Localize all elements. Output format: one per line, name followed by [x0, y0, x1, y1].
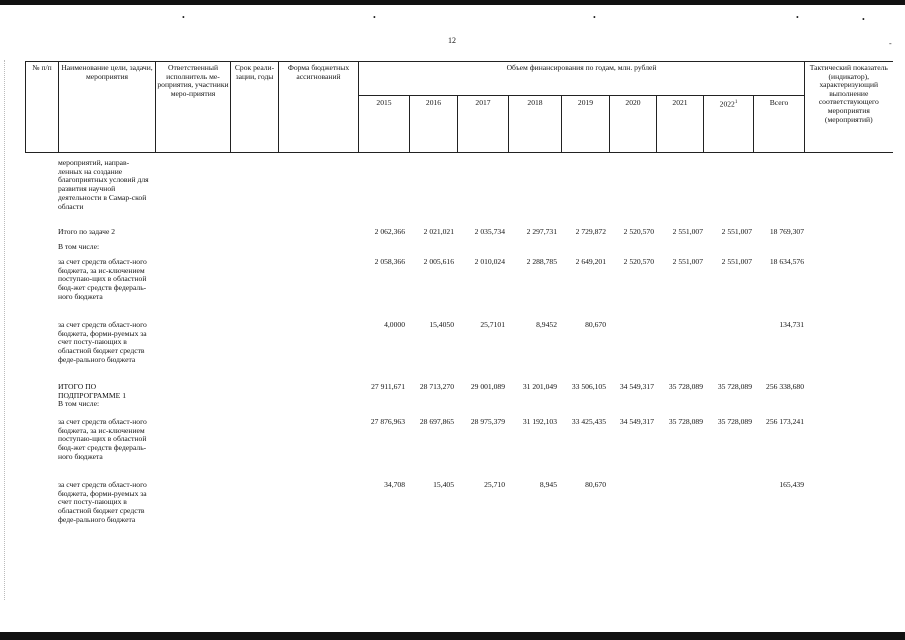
row-value: 28 713,270 [419, 382, 454, 391]
header-executor: Ответственный исполнитель ме-роприятия, участники меро-приятия [156, 62, 231, 153]
row-value: 2 551,007 [721, 227, 752, 236]
row-value: 28 975,379 [470, 417, 505, 426]
header-funding: Объем финансирования по годам, млн. рублей [359, 62, 805, 96]
row-value: 35 728,089 [717, 382, 752, 391]
row-value: 25,710 [484, 480, 505, 489]
row-label: мероприятий, направ-ленных на создание благоприятных условий для развития научной деятельности в Самар-ской области [58, 158, 149, 211]
stray-mark: • [796, 13, 799, 22]
row-value: 25,7101 [480, 320, 505, 329]
row-value: 2 729,872 [575, 227, 606, 236]
row-value: 34 549,317 [619, 417, 654, 426]
page-number: 12 [448, 36, 456, 45]
row-label: В том числе: [58, 242, 100, 251]
row-value: 31 201,049 [522, 382, 557, 391]
row-value: 34 549,317 [619, 382, 654, 391]
row-value: 2 551,007 [721, 257, 752, 266]
row-value: 2 551,007 [672, 227, 703, 236]
row-value: 15,405 [433, 480, 454, 489]
stray-mark: • [373, 13, 376, 22]
row-value: 4,0000 [384, 320, 405, 329]
row-total: 165,439 [779, 480, 804, 489]
row-value: 34,708 [384, 480, 405, 489]
row-total: 256 338,680 [766, 382, 804, 391]
row-label: за счет средств област-ного бюджета, форми-руемых за счет посту-пающих в областной бюджет средств феде-рального бюджета [58, 480, 147, 524]
row-value: 2 010,024 [474, 257, 505, 266]
header-year: 2018 [509, 96, 562, 153]
row-value: 15,4050 [429, 320, 454, 329]
header-name: Наименование цели, задачи, мероприятия [59, 62, 156, 153]
header-indicator: Тактический показатель (индикатор), характеризующий выполнение соответствующего мероприятия (мероприятий) [805, 62, 893, 153]
header-form: Форма бюджетных ассигнований [279, 62, 359, 153]
header-number: № п/п [26, 62, 59, 153]
row-value: 33 425,435 [571, 417, 606, 426]
row-value: 28 697,865 [419, 417, 454, 426]
header-year: 2015 [359, 96, 410, 153]
row-label: В том числе: [58, 399, 100, 408]
row-total: 256 173,241 [766, 417, 804, 426]
row-value: 2 288,785 [526, 257, 557, 266]
row-value: 80,670 [585, 480, 606, 489]
header-year: 2021 [657, 96, 704, 153]
stray-mark: • [593, 13, 596, 22]
scan-left-edge [4, 60, 5, 600]
row-label: Итого по задаче 2 [58, 227, 116, 236]
stray-mark: • [182, 13, 185, 22]
header-total: Всего [754, 96, 805, 153]
row-value: 2 520,570 [623, 227, 654, 236]
row-total: 18 769,307 [769, 227, 804, 236]
row-value: 33 506,105 [571, 382, 606, 391]
header-year: 2017 [458, 96, 509, 153]
row-label: за счет средств област-ного бюджета, форми-руемых за счет посту-пающих в областной бюджет средств феде-рального бюджета [58, 320, 147, 364]
row-value: 2 005,616 [423, 257, 454, 266]
footnote-mark: 1 [734, 100, 738, 105]
row-value: 2 649,201 [575, 257, 606, 266]
row-value: 2 021,021 [423, 227, 454, 236]
row-value: 2 062,366 [374, 227, 405, 236]
header-year-label: 2022 [719, 99, 735, 109]
row-label: за счет средств област-ного бюджета, за ис-ключением поступаю-щих в областной бюд-жет средств федераль-ного бюджета [58, 257, 147, 301]
row-value: 2 551,007 [672, 257, 703, 266]
header-term: Срок реали-зации, годы [231, 62, 279, 153]
row-value: 8,945 [539, 480, 557, 489]
stray-mark: - [889, 39, 892, 48]
row-value: 2 520,570 [623, 257, 654, 266]
row-value: 2 058,366 [374, 257, 405, 266]
header-year: 2020 [610, 96, 657, 153]
row-value: 27 911,671 [371, 382, 405, 391]
row-value: 27 876,963 [370, 417, 405, 426]
header-year: 2019 [562, 96, 610, 153]
stray-mark: • [862, 15, 865, 24]
row-value: 2 035,734 [474, 227, 505, 236]
row-value: 31 192,103 [522, 417, 557, 426]
header-year: 2016 [410, 96, 458, 153]
scan-bottom-border [0, 632, 905, 640]
row-value: 2 297,731 [526, 227, 557, 236]
row-value: 35 728,089 [717, 417, 752, 426]
header-year [704, 96, 754, 153]
row-value: 35 728,089 [668, 382, 703, 391]
row-label: ИТОГО ПО ПОДПРОГРАММЕ 1 [58, 382, 127, 400]
row-value: 35 728,089 [668, 417, 703, 426]
row-value: 29 001,089 [470, 382, 505, 391]
row-label: за счет средств област-ного бюджета, за ис-ключением поступаю-щих в областной бюд-жет средств федераль-ного бюджета [58, 417, 147, 461]
row-value: 80,670 [585, 320, 606, 329]
row-total: 134,731 [779, 320, 804, 329]
scan-top-border [0, 0, 905, 5]
row-value: 8,9452 [536, 320, 557, 329]
table-header [25, 61, 893, 153]
row-total: 18 634,576 [769, 257, 804, 266]
